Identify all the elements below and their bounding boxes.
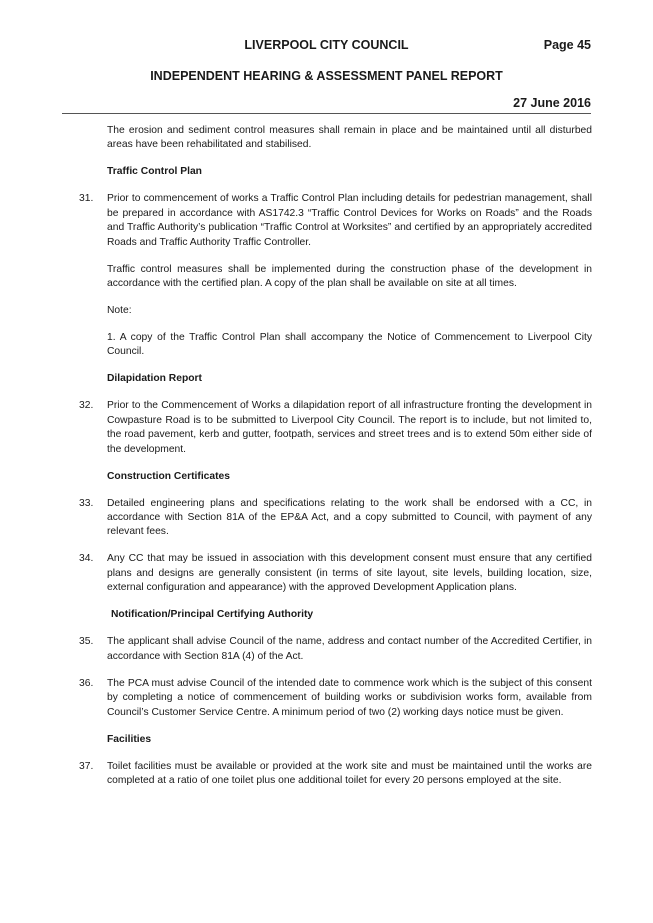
page-number: Page 45 <box>543 38 591 52</box>
condition-text: Any CC that may be issued in association with this development consent must ensure that any certified plans and designs are generally consistent (in terms of site layout, site levels, building location, size, external configuration and appearance) with the approved Development Application plans. <box>107 553 592 594</box>
condition-31 <box>79 192 592 250</box>
council-name: LIVERPOOL CITY COUNCIL <box>244 38 409 52</box>
heading-dilapidation-report: Dilapidation Report <box>107 373 202 385</box>
condition-35 <box>79 635 592 664</box>
condition-number: 35. <box>79 636 94 648</box>
header-divider <box>62 113 591 114</box>
condition-33 <box>79 497 592 540</box>
condition-text: Detailed engineering plans and specifications relating to the work shall be endorsed with a CC, in accordance with Section 81A of the EP&A Act, and a copy submitted to Council, with payment of any relevant fees. <box>107 497 592 538</box>
condition-number: 36. <box>79 677 94 689</box>
condition-text: The PCA must advise Council of the intended date to commence work which is the subject of this consent by completing a notice of commencement of building works or subdivision works form, available from Council’s Customer Service Centre. A minimum period of two (2) working days notice must be given. <box>107 677 592 718</box>
condition-text: Toilet facilities must be available or provided at the work site and must be maintained until the works are completed at a ratio of one toilet plus one additional toilet for every 20 persons employed at the site. <box>107 760 592 786</box>
heading-construction-certificates: Construction Certificates <box>107 470 231 482</box>
condition-36 <box>79 677 592 720</box>
condition-text: Prior to commencement of works a Traffic Control Plan including details for pedestrian management, shall be prepared in accordance with AS1742.3 “Traffic Control Devices for Works on Roads” and the Roads and Traffic Authority’s publication “Traffic Control at Worksites” and certified by an appropriately accredited Roads and Traffic Authority Traffic Controller. <box>107 193 592 248</box>
condition-37 <box>79 760 592 789</box>
report-date: 27 June 2016 <box>513 96 591 110</box>
condition-number: 32. <box>79 400 94 412</box>
note-label: Note: <box>107 305 132 317</box>
erosion-paragraph: The erosion and sediment control measures shall remain in place and be maintained until all disturbed areas have been rehabilitated and stabilised. <box>107 125 592 151</box>
condition-32 <box>79 399 592 457</box>
condition-text: Prior to the Commencement of Works a dilapidation report of all infrastructure fronting the development in Cowpasture Road is to be submitted to Liverpool City Council. The report is to include, but not limited to, the road pavement, kerb and gutter, footpath, services and street trees and is to extend 50m either side of the development. <box>107 400 592 455</box>
document-body <box>79 124 592 801</box>
heading-notification-pca: Notification/Principal Certifying Authority <box>111 609 314 621</box>
condition-number: 34. <box>79 553 94 565</box>
heading-facilities: Facilities <box>107 733 152 745</box>
condition-34 <box>79 552 592 595</box>
traffic-measures-paragraph: Traffic control measures shall be implemented during the construction phase of the development in accordance with the certified plan. A copy of the plan shall be available on site at all times. <box>107 263 592 290</box>
heading-traffic-control-plan: Traffic Control Plan <box>107 166 202 178</box>
condition-number: 31. <box>79 193 94 205</box>
condition-number: 37. <box>79 760 94 772</box>
condition-text: The applicant shall advise Council of the name, address and contact number of the Accredited Certifier, in accordance with Section 81A (4) of the Act. <box>107 636 592 662</box>
condition-number: 33. <box>79 497 94 509</box>
note-item-1: 1. A copy of the Traffic Control Plan shall accompany the Notice of Commencement to Liverpool City Council. <box>107 332 592 358</box>
report-title: INDEPENDENT HEARING & ASSESSMENT PANEL REPORT <box>150 69 503 83</box>
